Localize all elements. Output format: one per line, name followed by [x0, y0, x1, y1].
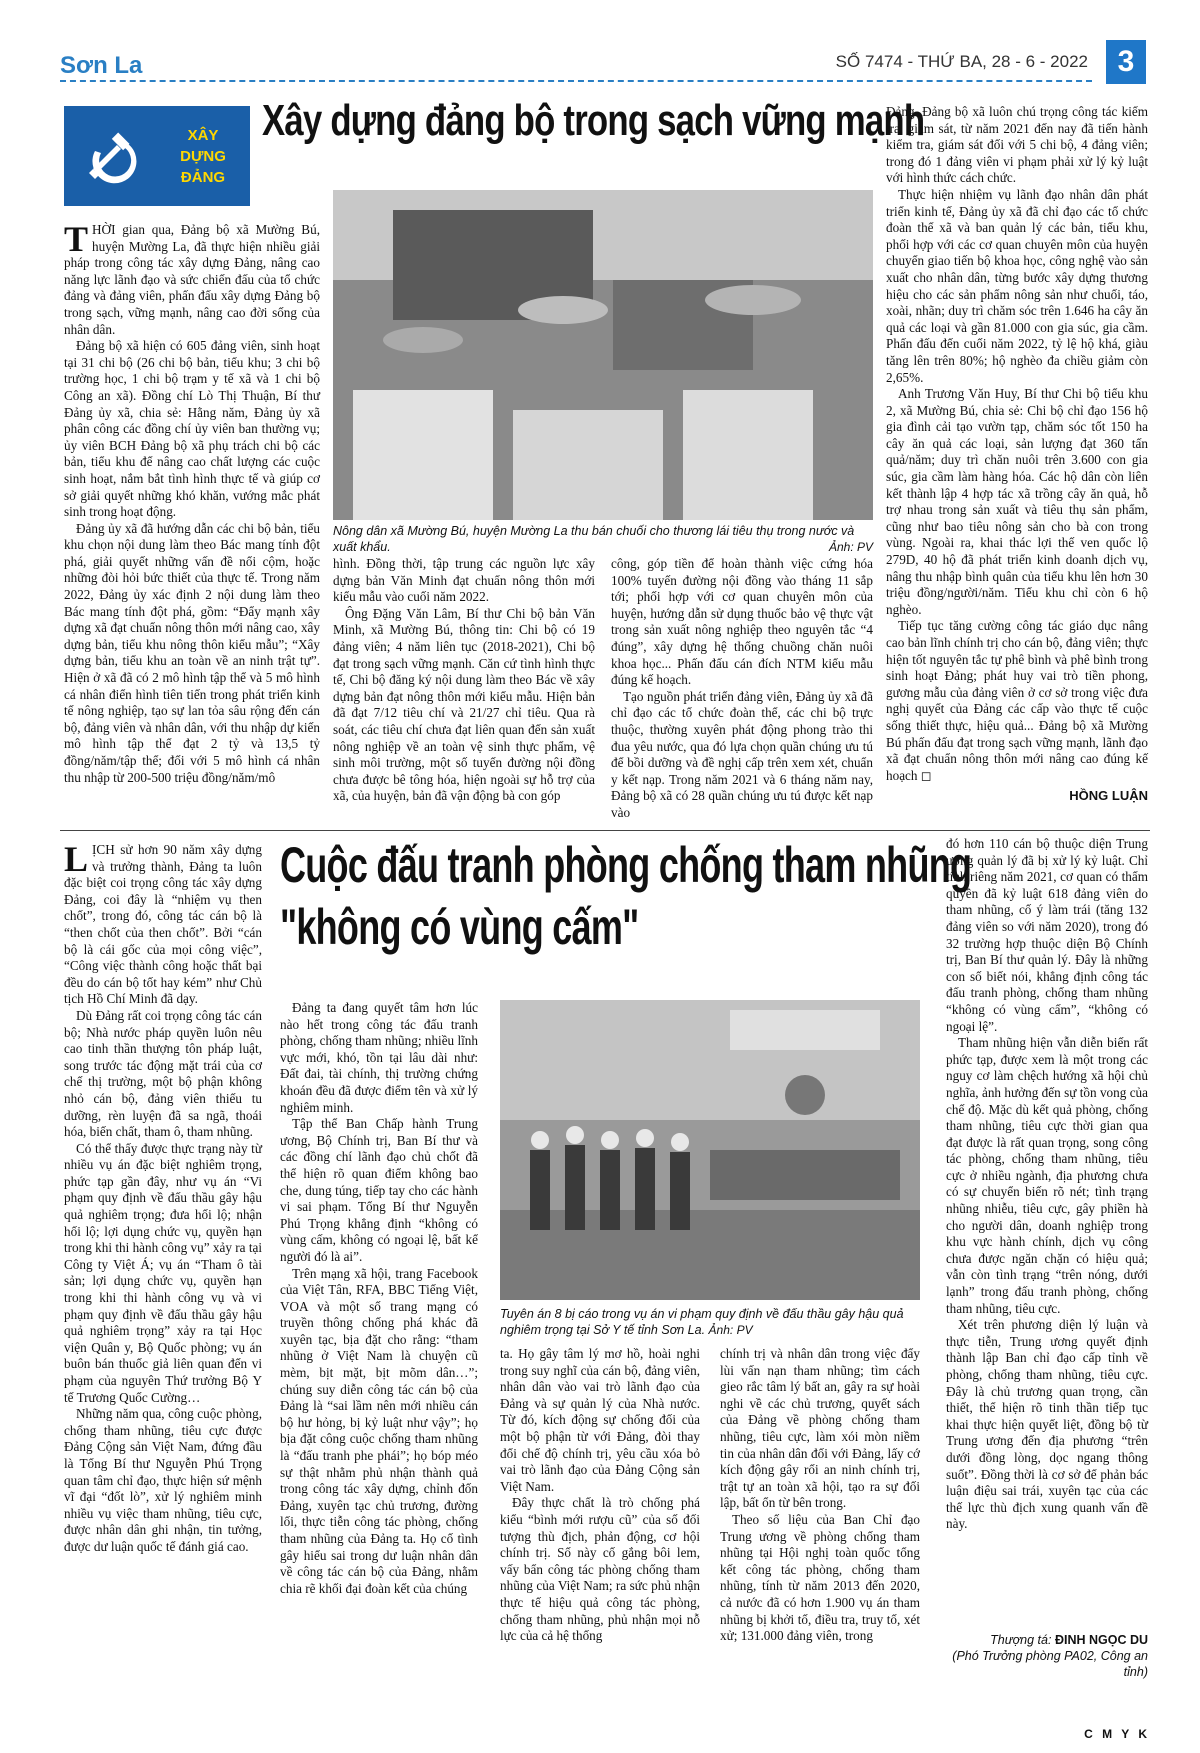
- photo-credit: Ảnh: PV: [828, 540, 873, 554]
- paragraph: Trên mạng xã hội, trang Facebook của Việt Tân, RFA, BBC Tiếng Việt, VOA và một số trang mạng có truyền thông chống phá khác đã xuyên tạc, bịa đặt cho rằng: “tham nhũng ở Việt Nam là chuyện cũ mèm, bịt mặt, bịt mõm dân…”; chúng suy diễn công tác cán bộ của Đảng là “sai lầm nên mới nhiều cán bộ hư hỏng, bị kỷ luật như vậy”; họ bịa đặt công cuộc chống tham nhũng là “đấu tranh phe phái”; họ bóp méo sự thật nhằm phủ nhận thành quả trong công tác xây dựng, chỉnh đốn Đảng, xuyên tạc chủ trương, đường lối, thực tiễn công tác phòng, chống tham nhũng của Đảng ta. Họ cố tình gây hiểu sai trong dư luận nhân dân về công tác cán bộ của Đảng, nhằm chia rẽ khối đại đoàn kết của chúng: [280, 1265, 478, 1596]
- dropcap: T: [64, 219, 89, 259]
- article2-column-5: [946, 836, 1148, 1533]
- article2-photo: [500, 1000, 920, 1300]
- paragraph: Anh Trương Văn Huy, Bí thư Chi bộ tiểu khu 2, xã Mường Bú, chia sẻ: Chi bộ chỉ đạo 156 hộ gia đình cải tạo vườn tạp, chăm sóc tốt 150 ha cây ăn quả các loại, sản lượng đạt 360 tấn quả/năm; duy trì chăn nuôi trên 3.600 con gia súc, gia cầm làm hàng hóa. Các hộ dân còn liên kết thành lập 4 hợp tác xã trồng cây ăn quả, hỗ trợ nhau trong sản xuất và tiêu thụ sản phẩm, cũng như bao tiêu nông sản cho bà con trong vùng. Ngoài ra, khai thác lợi thế ven quốc lộ 279D, 40 hộ đã phát triển kinh doanh dịch vụ, nâng thu nhập bình quân của tiểu khu lên hơn 30 triệu đồng/người/năm. Tiểu khu chỉ còn 6 hộ nghèo.: [886, 386, 1148, 617]
- paragraph: Có thể thấy được thực trạng này từ nhiều vụ án đặc biệt nghiêm trọng, phức tạp gần đây, như vụ án “Vi phạm quy định về đấu thầu gây hậu quả nghiêm trọng; đưa hối lộ; nhận hối lộ; lợi dụng chức vụ, quyền hạn trong khi thi hành công vụ” xảy ra tại Công ty Việt Á; vụ án “Tham ô tài sản; lợi dụng chức vụ, quyền hạn trong khi thi hành công vụ và vi phạm quy định về đấu thầu gây hậu quả nghiêm trọng” xảy ra tại Học viện Quân y, Bộ Quốc phòng; vụ án buôn bán thuốc giả liên quan đến vi phạm của nguyên Thứ trưởng Bộ Y tế Trương Quốc Cường…: [64, 1140, 262, 1405]
- article1-photo-caption: [333, 523, 873, 555]
- author-title: (Phó Trưởng phòng PA02, Công an tỉnh): [952, 1649, 1148, 1679]
- paragraph: chính trị và nhân dân trong việc đẩy lùi vấn nạn tham nhũng; tìm cách gieo rắc tâm lý bất an, gây ra sự hoài nghi về các chủ trương, quyết sách của Đảng về phòng chống tham nhũng, tiêu cực, làm xói mòn niềm tin của nhân dân đối với Đảng, lấy cớ kích động gây rối an ninh chính trị, trật tự an toàn xã hội, tạo ra sự đối lập, bất ổn từ bên trong.: [720, 1346, 920, 1511]
- article2-headline-line-1: Cuộc đấu tranh phòng chống tham nhũng: [280, 837, 972, 893]
- article1-photo: [333, 190, 873, 520]
- article1-column-3: [611, 556, 873, 822]
- badge-line: ĐẢNG: [180, 168, 226, 186]
- badge-text: [156, 125, 250, 188]
- paragraph: Đảng. Đảng bộ xã luôn chú trọng công tác kiểm tra, giám sát, từ năm 2021 đến nay đã tiến hành kiểm tra, giám sát đối với 5 chi bộ, 4 đảng viên; trong đó 1 đảng viên vi phạm phải xử lý kỷ luật với hình thức cách chức.: [886, 104, 1148, 186]
- article2-author-block: [946, 1632, 1148, 1680]
- hammer-sickle-icon: [64, 106, 156, 206]
- dropcap: L: [64, 839, 89, 879]
- paragraph: Xét trên phương diện lý luận và thực tiễn, Trung ương quyết định thành lập Ban chỉ đạo cấp tỉnh về phòng, chống tham nhũng, tiêu cực. Đây là chủ trương quan trọng, cần thiết, thể hiện rõ tinh thần tiếp tục khai thực hiện quyết liệt, đồng bộ từ Trung ương đến địa phương “trên dưới đồng lòng, dọc ngang thông suốt”. Đồng thời là cơ sở để phản bác luận điệu sai trái, xuyên tạc của các thế lực thù địch xung quanh vấn đề này.: [946, 1317, 1148, 1532]
- article2-photo-caption: [500, 1306, 920, 1338]
- article1-column-4: [886, 104, 1148, 784]
- badge-line: XÂY: [187, 126, 219, 144]
- article2-column-4: [720, 1346, 920, 1645]
- article2-column-2: [280, 1000, 478, 1597]
- article1-headline: Xây dựng đảng bộ trong sạch vững mạnh: [262, 96, 925, 145]
- paragraph: ỊCH sử hơn 90 năm xây dựng và trưởng thành, Đảng ta luôn đặc biệt coi trọng công tác xây dựng Đảng, coi đây là “nhiệm vụ then chốt”, trong đó, công tác cán bộ là “then chốt của then chốt”. Bởi “cán bộ là cái gốc của mọi công việc”, “Công việc thành công hoặc thất bại đều do cán bộ tốt hay kém” như Chủ tịch Hồ Chí Minh đã dạy.: [64, 842, 262, 1007]
- paragraph: Ông Đặng Văn Lâm, Bí thư Chi bộ bản Văn Minh, xã Mường Bú, thông tin: Chi bộ có 19 đảng viên; 4 năm liên tục (2018-2021), Chi bộ đạt trong sạch vững mạnh. Căn cứ tình hình thực tế, Chi bộ đăng ký nội dung làm theo Bác về xây dựng bản đạt nông thôn mới kiểu mẫu. Hiện bản đã đạt 7/12 tiêu chí và 21/27 chỉ tiêu. Qua rà soát, các tiêu chí chưa đạt liên quan đến sản xuất nông nghiệp về an toàn vệ sinh thực phẩm, vệ sinh môi trường, một số tuyến đường nội đồng chưa được bê tông hóa, hiện ngoài sự hỗ trợ của xã, của huyện, bản đã vận động bà con góp: [333, 605, 595, 804]
- caption-text: Tuyên án 8 bị cáo trong vụ án vi phạm quy định về đấu thầu gây hậu quả nghiêm trọng tại Sở Y tế tỉnh Sơn La.: [500, 1307, 904, 1337]
- paragraph: ta. Họ gây tâm lý mơ hồ, hoài nghi trong suy nghĩ của cán bộ, đảng viên, nhân dân vào vai trò lãnh đạo của Đảng và sự quản lý của Nhà nước. Từ đó, kích động sự chống đối của một bộ phận từ với Đảng, đòi thay đổi chế độ chính trị, yêu cầu xóa bỏ vai trò lãnh đạo của Đảng Cộng sản Việt Nam.: [500, 1346, 700, 1494]
- paragraph: HỜI gian qua, Đảng bộ xã Mường Bú, huyện Mường La, đã thực hiện nhiều giải pháp trong công tác xây dựng Đảng, nâng cao năng lực lãnh đạo và sức chiến đấu của tổ chức đảng và đảng viên, phấn đấu xây dựng Đảng bộ trong sạch, vững mạnh, nâng cao đời sống của nhân dân.: [64, 222, 320, 337]
- article1-author: HỒNG LUẬN: [1069, 788, 1148, 803]
- color-registration-bar: C M Y K: [1084, 1727, 1150, 1741]
- badge-line: DỰNG: [180, 147, 226, 165]
- article1-column-2: [333, 556, 595, 805]
- paragraph: hình. Đồng thời, tập trung các nguồn lực xây dựng bản Văn Minh đạt chuẩn nông thôn mới kiểu mẫu vào cuối năm 2022.: [333, 556, 595, 605]
- paragraph: Đảng ta đang quyết tâm hơn lúc nào hết trong công tác đấu tranh phòng, chống tham nhũng; nhiều lĩnh vực mới, khó, tồn tại lâu dài như: Đất đai, tài chính, thị trường chứng khoán đều đã được điểm tên và xử lý nghiêm minh.: [280, 1000, 478, 1115]
- paragraph: Đây thực chất là trò chống phá kiểu “bình mới rượu cũ” của số đối tượng thù địch, phản động, cơ hội chính trị. Số này cố gắng bôi lem, vấy bẩn công tác phòng chống tham nhũng của Việt Nam; ra sức phủ nhận thực tế hiệu quả công tác phòng, chống tham nhũng, phủ nhận mọi nỗ lực của cả hệ thống: [500, 1495, 700, 1644]
- article2-column-1: [64, 839, 262, 1556]
- article2-column-3: [500, 1346, 700, 1645]
- article2-headline-line-2: "không có vùng cấm": [280, 899, 639, 955]
- paragraph: Tạo nguồn phát triển đảng viên, Đảng ủy xã đã chỉ đạo các tổ chức đoàn thể, các chi bộ trực thuộc, thường xuyên phát động phong trào thi đua yêu nước, qua đó lựa chọn quần chúng ưu tú để bồi dưỡng và đề nghị cấp trên xem xét, chuẩn y kết nạp. Trong năm 2021 và 6 tháng năm nay, Đảng bộ xã có 28 quần chúng ưu tú được kết nạp vào: [611, 688, 873, 820]
- paragraph: Tiếp tục tăng cường công tác giáo dục nâng cao bản lĩnh chính trị cho cán bộ, đảng viên; thực hiện tốt nguyên tắc tự phê bình và phê bình trong sinh hoạt Đảng; phát huy vai trò tiền phong, gương mẫu của đảng viên ở cơ sở trong việc đưa nghị quyết của Đảng các cấp vào thực tế cuộc sống thiết thực, hiệu quả... Đảng bộ xã Mường Bú phấn đấu đạt trong sạch vững mạnh, lãnh đạo xã đạt chuẩn nông thôn mới nâng cao đúng kế hoạch ◻: [886, 618, 1148, 783]
- paragraph: công, góp tiền để hoàn thành việc cứng hóa 100% tuyến đường nội đồng vào tháng 11 sắp tới; phối hợp với cơ quan chuyên môn của huyện, hướng dẫn sử dụng thuốc bảo vệ thực vật trong sản xuất nông nghiệp theo nguyên tắc “4 đúng”, xây dựng hệ thống chuồng chăn nuôi khoa học... Phấn đấu cán đích NTM kiểu mẫu đúng kế hoạch.: [611, 556, 873, 688]
- paragraph: đó hơn 110 cán bộ thuộc diện Trung ương quản lý đã bị xử lý kỷ luật. Chỉ tính riêng năm 2021, cơ quan có thẩm quyền đã kỷ luật 618 đảng viên do tham nhũng, cố ý làm trái (tăng 132 đảng viên so với năm 2020), trong đó 32 trường hợp thuộc diện Bộ Chính trị, Ban Bí thư quản lý. Đây là những con số biết nói, khẳng định công tác đấu tranh phòng, chống tham nhũng “không có vùng cấm”, “không có ngoại lệ”.: [946, 836, 1148, 1034]
- paragraph: Tập thể Ban Chấp hành Trung ương, Bộ Chính trị, Ban Bí thư và các đồng chí lãnh đạo chủ chốt đã thể hiện rõ quan điểm không bao che, dung túng, tiếp tay cho các hành vi sai phạm. Tổng Bí thư Nguyễn Phú Trọng khẳng định “không có vùng cấm, không có ngoại lệ, bất kể người đó là ai”.: [280, 1116, 478, 1264]
- caption-text: Nông dân xã Mường Bú, huyện Mường La thu bán chuối cho thương lái tiêu thụ trong nước và xuất khẩu.: [333, 524, 855, 554]
- paragraph: Tham nhũng hiện vẫn diễn biến rất phức tạp, được xem là một trong các nguy cơ làm chệch hướng xã hội chủ nghĩa, ảnh hưởng đến sự tồn vong của chế độ. Mặc dù kết quả phòng, chống tham nhũng, tiêu cực thời gian qua đạt được là rất quan trọng, song công tác phòng, chống tham nhũng, tiêu cực ở nhiều ngành, địa phương chưa có sự chuyển biến rõ nét; tình trạng nhũng nhiễu, tiêu cực, gây phiền hà cho người dân, doanh nghiệp trong khu vực hành chính, dịch vụ công chưa được ngăn chặn có hiệu quả; vẫn còn tình trạng “trên nóng, dưới lạnh” trong đấu tranh phòng, chống tham nhũng, tiêu cực.: [946, 1035, 1148, 1316]
- paragraph: Đảng ủy xã đã hướng dẫn các chi bộ bản, tiểu khu chọn nội dung làm theo Bác mang tính đột phá, giải quyết những vấn đề nổi cộm, hoặc những đòi hỏi bức thiết của thực tế. Trong năm 2022, Đảng ủy xác định 2 nội dung làm theo Bác mang tính đột phá, gồm: “Đẩy mạnh xây dựng xã đạt chuẩn nông thôn mới nâng cao, xây dựng bản, tiểu khu nông thôn kiểu mẫu”; “Xây dựng bản, tiểu khu an toàn về an ninh trật tự”. Hiện ở xã đã có 2 mô hình tập thể và 5 mô hình cá nhân điển hình tiên tiến trong phát triển kinh tế nông nghiệp, tạo sự lan tỏa sâu rộng đến cán bộ, đảng viên và nhân dân, với thu nhập dự kiến mô hình tập thể đạt 2 tỷ và 13,5 tỷ đồng/năm/tập thể; đối với 5 mô hình cá nhân thu nhập từ 200-500 triệu đồng/năm/mô: [64, 520, 320, 785]
- photo-credit: Ảnh: PV: [708, 1323, 753, 1337]
- article-divider: [60, 830, 1150, 831]
- paragraph: Đảng bộ xã hiện có 605 đảng viên, sinh hoạt tại 31 chi bộ (26 chi bộ bản, tiểu khu; 3 chi bộ trường học, 1 chi bộ trạm y tế xã và 1 chi bộ Công an xã). Đồng chí Lò Thị Thuận, Bí thư Đảng ủy xã, chia sẻ: Hằng năm, Đảng ủy xã phân công các đồng chí ủy viên ban thường vụ; ủy viên BCH Đảng bộ xã phụ trách chi bộ các bản, tiểu khu để nâng cao chất lượng các cuộc sinh hoạt, nắm bắt tình hình thực tế và giúp cơ sở giải quyết những khó khăn, vướng mắc phát sinh trong hoạt động.: [64, 338, 320, 520]
- article1-column-1: [64, 219, 320, 786]
- paragraph: Thực hiện nhiệm vụ lãnh đạo nhân dân phát triển kinh tế, Đảng ủy xã đã chỉ đạo các tổ chức đoàn thể xã và ban quản lý các bản, tiểu khu, phối hợp với các cơ quan chuyên môn của huyện chuyển giao tiến bộ khoa học, công nghệ vào sản xuất cho nhân dân, từng bước xây dựng thương hiệu cho các sản phẩm nông sản như chuối, táo, xoài, nhãn; duy trì chăm sóc trên 1.646 ha cây ăn quả các loại và gần 81.000 con gia súc, gia cầm. Phấn đấu đến cuối năm 2022, tỷ lệ hộ khá, giàu tăng lên trên 80%; hộ nghèo đa chiều giảm còn 2,65%.: [886, 186, 1148, 385]
- paragraph: Theo số liệu của Ban Chỉ đạo Trung ương về phòng chống tham nhũng tại Hội nghị toàn quốc tổng kết công tác phòng, chống tham nhũng, tính từ năm 2013 đến 2020, cả nước đã có hơn 1.900 vụ án tham nhũng bị khởi tố, điều tra, truy tố, xét xử; 131.000 đảng viên, trong: [720, 1511, 920, 1644]
- paragraph: Dù Đảng rất coi trọng công tác cán bộ; Nhà nước pháp quyền luôn nêu cao tinh thần thượng tôn pháp luật, song trước tác động mặt trái của cơ chế thị trường, một bộ phận không nhỏ cán bộ, đảng viên thiếu tu dưỡng, rèn luyện đã sa ngã, thoái hóa, biến chất, tham ô, tham nhũng.: [64, 1007, 262, 1140]
- author-rank: Thượng tá:: [990, 1633, 1052, 1647]
- paragraph: Những năm qua, công cuộc phòng, chống tham nhũng, tiêu cực được Đảng Cộng sản Việt Nam, đứng đầu là Tổng Bí thư Nguyễn Phú Trọng quan tâm chỉ đạo, thực hiện sứ mệnh vĩ đại “đốt lò”, xử lý nghiêm minh nhiều vụ việc tham nhũng, tiêu cực, được nhân dân ghi nhận, tin tưởng, được dư luận quốc tế đánh giá cao.: [64, 1406, 262, 1554]
- section-name: Sơn La: [60, 52, 143, 79]
- section-badge: [64, 106, 250, 206]
- issue-info: SỐ 7474 - THỨ BA, 28 - 6 - 2022: [835, 52, 1088, 71]
- author-name: ĐINH NGỌC DU: [1054, 1633, 1148, 1647]
- page-number: 3: [1106, 40, 1146, 84]
- header-rule: [60, 80, 1092, 82]
